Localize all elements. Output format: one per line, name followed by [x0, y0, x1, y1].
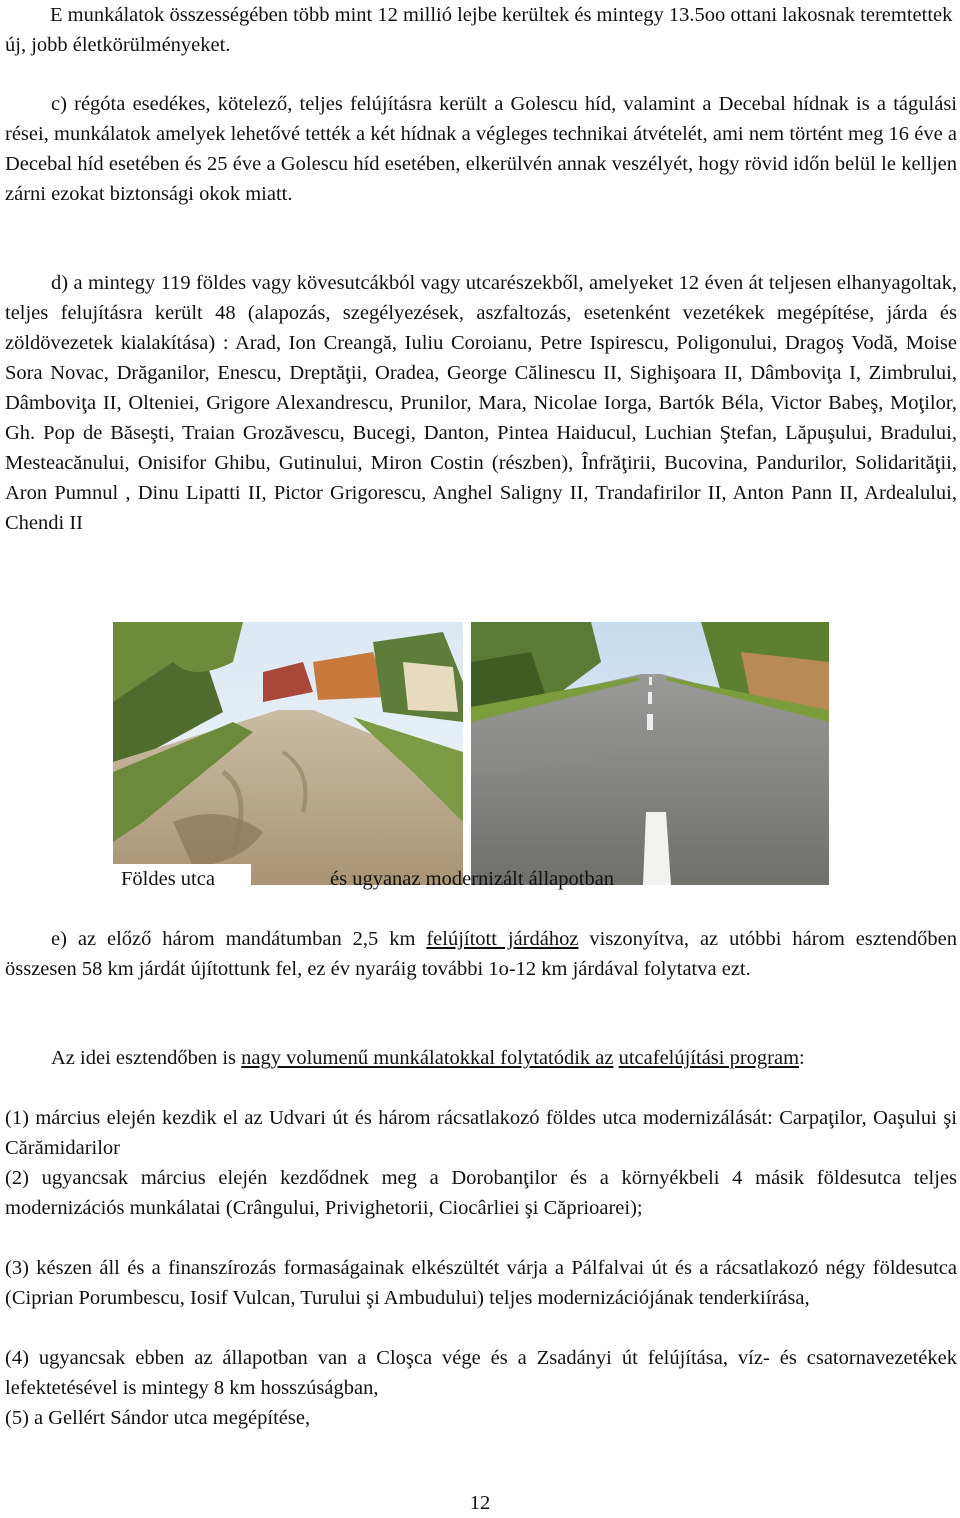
page-number: 12: [469, 1492, 491, 1514]
paragraph-e: [5, 924, 957, 984]
paragraph-e-start: e) az előző három mandátumban 2,5 km: [51, 928, 427, 950]
program-item-3: (3) készen áll és a finanszírozás formaságainak elkészültét várja a Pálfalvai út és a rácsatlakozó négy földesutca (Ciprian Porumbescu, Iosif Vulcan, Turului şi Ambudului) teljes modernizációjának tenderkiírása,: [5, 1257, 957, 1309]
program-underlined-1: nagy volumenű munkálatokkal folytatódik az: [241, 1047, 614, 1069]
paved-road-photo: [471, 622, 829, 885]
program-item-1: (1) március elején kezdik el az Udvari út és három rácsatlakozó földes utca modernizálását: Carpaţilor, Oaşului şi Cărămidarilor: [5, 1107, 957, 1159]
program-item-2: (2) ugyancsak március elején kezdődnek meg a Dorobanţilor és a környékbeli 4 másik földesutca teljes modernizációs munkálatai (Crângului, Privighetorii, Ciocârliei şi Căprioarei);: [5, 1167, 957, 1219]
paragraph-c: c) régóta esedékes, kötelező, teljes felújításra került a Golescu híd, valamint a Decebal hídnak is a tágulási rései, munkálatok amelyek lehetővé tették a két hídnak a végleges technikai átvételét, ami nem történt meg 16 éve a Decebal híd esetében és 25 éve a Golescu híd esetében, elkerülvén annak veszélyét, hogy rövid időn belül le kelljen zárni ezokat biztonsági okok miatt.: [5, 93, 957, 205]
photo-caption-right: és ugyanaz modernizált állapotban: [330, 868, 615, 890]
program-paragraph: [5, 1043, 957, 1073]
dirt-road-photo: [113, 622, 463, 885]
intro-paragraph: E munkálatok összességében több mint 12 millió lejbe kerültek és mintegy 13.5oo ottani lakosnak teremtettek új, jobb életkörülményeket.: [5, 4, 953, 56]
paragraph-d: d) a mintegy 119 földes vagy kövesutcákból vagy utcarészekből, amelyeket 12 éven át teljesen elhanyagoltak, teljes felujításra került 48 (alapozás, szegélyezések, aszfaltozás, esetenként vezetékek megépítése, járda és zöldövezetek kialakítása) : Arad, Ion Creangă, Iuliu Coroianu, Petre Ispirescu, Poligonului, Dragoş Vodă, Moise Sora Novac, Drăganilor, Enescu, Dreptăţii, Oradea, George Călinescu II, Sighişoara II, Dâmboviţa I, Zimbrului, Dâmboviţa II, Olteniei, Grigore Alexandrescu, Prunilor, Mara, Nicolae Iorga, Bartók Béla, Victor Babeş, Moţilor, Gh. Pop de Băseşti, Traian Grozăvescu, Bucegi, Danton, Pintea Haiducul, Luchian Ştefan, Lăpuşului, Bradului, Mesteacănului, Onisifor Ghibu, Gutinului, Miron Costin (részben), Înfrăţirii, Bucovina, Pandurilor, Solidarităţii, Aron Pumnul , Dinu Lipatti II, Pictor Grigorescu, Anghel Saligny II, Trandafirilor II, Anton Pann II, Ardealului, Chendi II: [5, 272, 957, 534]
program-lead: Az idei esztendőben is: [51, 1047, 242, 1069]
paragraph-e-end: viszonyítva, az utóbbi három esztendőben összesen 58 km járdát újítottunk fel, ez év nyaráig további 1o-12 km járdával folytatva ezt.: [5, 928, 958, 980]
program-underlined-2: utcafelújítási program: [618, 1047, 800, 1069]
paragraph-e-underlined: felújított járdához: [426, 928, 579, 950]
program-item-4: (4) ugyancsak ebben az állapotban van a Cloşca vége és a Zsadányi út felújítása, víz- és csatornavezetékek lefektetésével is mintegy 8 km hosszúságban,: [5, 1347, 957, 1399]
program-colon: :: [799, 1047, 805, 1069]
program-item-5: (5) a Gellért Sándor utca megépítése,: [5, 1407, 311, 1429]
photo-caption-left: Földes utca: [113, 864, 251, 894]
photo-comparison: [113, 622, 829, 885]
